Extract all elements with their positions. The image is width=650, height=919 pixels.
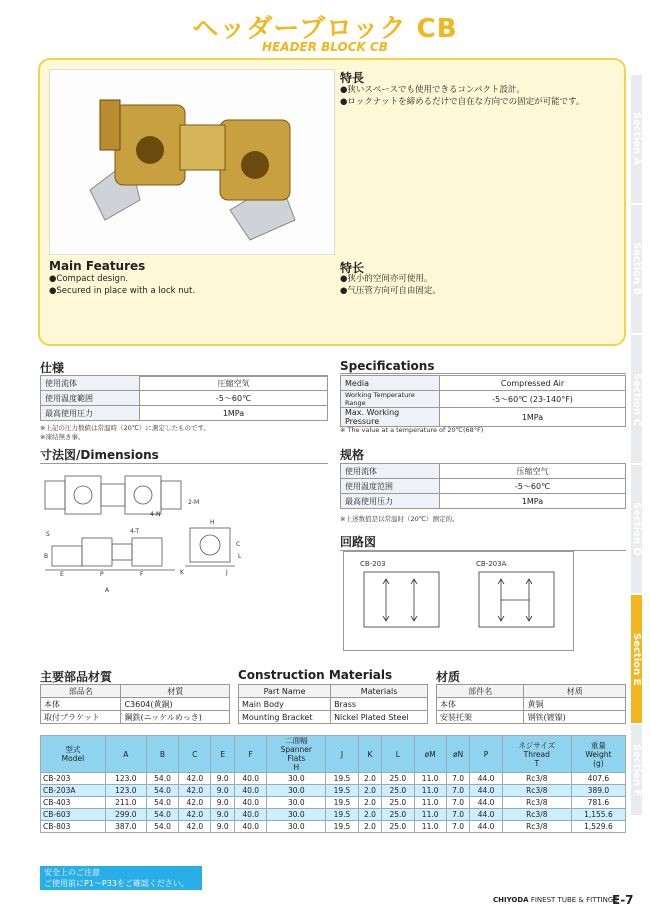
page-title: ヘッダーブロック CB xyxy=(192,14,458,44)
dim-label: A xyxy=(105,587,110,594)
table-cell: 鋼鉄(ニッケルめっき) xyxy=(121,711,230,724)
table-row xyxy=(41,809,626,821)
materials-jp-heading: 主要部品材質 xyxy=(40,670,113,684)
spec-label: 最高使用压力 xyxy=(341,494,440,509)
dimensions-drawing xyxy=(40,466,248,596)
spec-cn-heading: 规格 xyxy=(340,446,626,464)
table-cell: 123.0 xyxy=(105,785,146,797)
table-cell: Nickel Plated Steel xyxy=(331,711,428,724)
table-cell: 40.0 xyxy=(235,809,267,821)
spec-value: 圧縮空気 xyxy=(140,376,328,391)
table-cell: 19.5 xyxy=(326,821,358,833)
table-cell: 9.0 xyxy=(211,797,235,809)
spec-jp-heading: 仕様 xyxy=(40,359,328,377)
table-cell: 54.0 xyxy=(146,809,178,821)
dim-label: B xyxy=(44,553,49,560)
table-cell: 25.0 xyxy=(382,785,414,797)
table-cell: Rc3/8 xyxy=(502,797,571,809)
header-block-illustration xyxy=(50,70,334,254)
table-cell: 40.0 xyxy=(235,785,267,797)
table-row xyxy=(41,698,230,711)
footer xyxy=(493,896,618,904)
table-cell: 7.0 xyxy=(446,773,470,785)
table-cell: 2.0 xyxy=(358,821,382,833)
spec-en-heading: Specifications xyxy=(340,359,626,374)
circuit-label: CB-203A xyxy=(476,560,507,568)
table-cell: Main Body xyxy=(239,698,331,711)
circuit-heading: 回路図 xyxy=(340,533,626,551)
product-photo xyxy=(49,69,335,255)
spec-value: Compressed Air xyxy=(440,376,626,391)
table-cell: 25.0 xyxy=(382,809,414,821)
spec-value: -5～60℃ (23-140°F) xyxy=(440,391,626,408)
spec-jp-table xyxy=(40,375,328,421)
table-cell: 黄铜 xyxy=(524,698,626,711)
table-cell: 407.6 xyxy=(571,773,625,785)
table-cell: 42.0 xyxy=(179,809,211,821)
table-cell: 7.0 xyxy=(446,797,470,809)
spec-value: 1MPa xyxy=(440,408,626,427)
column-header: P xyxy=(470,736,502,773)
page-number: E-7 xyxy=(612,893,634,907)
model-cell: CB-603 xyxy=(41,809,106,821)
circuit-svg xyxy=(344,552,573,650)
table-cell: 389.0 xyxy=(571,785,625,797)
column-header: C xyxy=(179,736,211,773)
materials-cn-heading: 材质 xyxy=(436,670,461,684)
features-cn-list xyxy=(340,273,441,297)
brand-tagline: FINEST TUBE & FITTINGS xyxy=(530,896,618,904)
table-cell: 11.0 xyxy=(414,785,446,797)
column-header: B xyxy=(146,736,178,773)
dim-label: 4-T xyxy=(130,528,140,535)
column-header: øN xyxy=(446,736,470,773)
spec-en-notes xyxy=(340,426,483,435)
spec-jp-notes xyxy=(40,424,210,442)
table-cell: 2.0 xyxy=(358,773,382,785)
table-cell: 9.0 xyxy=(211,773,235,785)
table-cell: 2.0 xyxy=(358,785,382,797)
table-cell: 11.0 xyxy=(414,773,446,785)
table-cell: 11.0 xyxy=(414,821,446,833)
table-cell: 44.0 xyxy=(470,785,502,797)
table-cell: 387.0 xyxy=(105,821,146,833)
spec-label: 使用温度範囲 xyxy=(41,391,140,406)
table-cell: 11.0 xyxy=(414,797,446,809)
brand-name: CHIYODA xyxy=(493,896,529,904)
model-cell: CB-203A xyxy=(41,785,106,797)
column-header: 二面幅 Spanner Flats H xyxy=(267,736,326,773)
table-cell: 19.5 xyxy=(326,773,358,785)
table-row xyxy=(341,479,626,494)
column-header: 部件名 xyxy=(437,685,524,698)
materials-cn-table xyxy=(436,684,626,724)
model-table xyxy=(40,735,626,833)
table-row xyxy=(341,376,626,391)
column-header: Materials xyxy=(331,685,428,698)
column-header: J xyxy=(326,736,358,773)
table-cell: Rc3/8 xyxy=(502,809,571,821)
table-cell: 40.0 xyxy=(235,773,267,785)
table-cell: 30.0 xyxy=(267,773,326,785)
column-header: E xyxy=(211,736,235,773)
table-cell: 25.0 xyxy=(382,797,414,809)
materials-en-heading: Construction Materials xyxy=(238,668,393,682)
dim-label: S xyxy=(46,531,50,538)
table-cell: 1,155.6 xyxy=(571,809,625,821)
features-cn-heading: 特长 xyxy=(340,261,365,275)
spec-value: -5～60℃ xyxy=(440,479,626,494)
table-cell: 7.0 xyxy=(446,809,470,821)
table-row xyxy=(341,391,626,408)
table-cell: 25.0 xyxy=(382,773,414,785)
section-tab-e[interactable]: Section E xyxy=(631,595,642,723)
table-cell: 安装托架 xyxy=(437,711,524,724)
dim-label: K xyxy=(180,569,184,576)
table-cell: 9.0 xyxy=(211,809,235,821)
table-cell: 取付ブラケット xyxy=(41,711,121,724)
section-tab-d[interactable]: Section D xyxy=(631,465,642,593)
table-cell: C3604(黄銅) xyxy=(121,698,230,711)
dim-label: E xyxy=(60,571,64,578)
table-cell: 211.0 xyxy=(105,797,146,809)
spec-value: 1MPa xyxy=(440,494,626,509)
spec-value: 1MPa xyxy=(140,406,328,421)
column-header: 重量 Weight (g) xyxy=(571,736,625,773)
table-cell: Rc3/8 xyxy=(502,821,571,833)
table-cell: 42.0 xyxy=(179,785,211,797)
column-header: 部品名 xyxy=(41,685,121,698)
spec-label: Media xyxy=(341,376,440,391)
dim-label: H xyxy=(210,519,215,526)
safety-warning xyxy=(40,866,202,890)
table-cell: 11.0 xyxy=(414,809,446,821)
table-cell: 44.0 xyxy=(470,809,502,821)
table-row xyxy=(437,711,626,724)
table-cell: 本体 xyxy=(41,698,121,711)
warning-title: 安全上のご注意 xyxy=(44,868,100,877)
table-row xyxy=(41,685,230,698)
spec-value: -5～60℃ xyxy=(140,391,328,406)
features-cn-item: ●气压管方向可自由固定。 xyxy=(340,286,441,296)
table-cell: 54.0 xyxy=(146,773,178,785)
features-en-heading: Main Features xyxy=(49,259,146,273)
column-header: ネジサイズ Thread T xyxy=(502,736,571,773)
table-cell: 1,529.6 xyxy=(571,821,625,833)
spec-en-table xyxy=(340,375,626,427)
note: ※ The value at a temperature of 20℃(68°F) xyxy=(340,426,484,434)
table-cell: 54.0 xyxy=(146,797,178,809)
spec-label: 使用流体 xyxy=(341,464,440,479)
table-row xyxy=(437,685,626,698)
table-cell: 42.0 xyxy=(179,821,211,833)
column-header: K xyxy=(358,736,382,773)
table-cell: 44.0 xyxy=(470,797,502,809)
features-en-list xyxy=(49,273,195,297)
table-cell: 44.0 xyxy=(470,773,502,785)
note: ※凍結無き事。 xyxy=(40,433,85,441)
features-jp-item: ●ロックナットを締めるだけで自在な方向での固定が可能です。 xyxy=(340,97,585,107)
table-row xyxy=(41,797,626,809)
table-cell: 30.0 xyxy=(267,809,326,821)
table-cell: 42.0 xyxy=(179,773,211,785)
table-row xyxy=(41,821,626,833)
table-cell: 54.0 xyxy=(146,785,178,797)
table-cell: 9.0 xyxy=(211,785,235,797)
column-header: L xyxy=(382,736,414,773)
model-cell: CB-403 xyxy=(41,797,106,809)
column-header: 材质 xyxy=(524,685,626,698)
table-cell: 781.6 xyxy=(571,797,625,809)
table-cell: Rc3/8 xyxy=(502,773,571,785)
table-cell: Mounting Bracket xyxy=(239,711,331,724)
table-cell: 19.5 xyxy=(326,797,358,809)
table-row xyxy=(341,408,626,427)
table-cell: 54.0 xyxy=(146,821,178,833)
table-cell: 42.0 xyxy=(179,797,211,809)
note: ※上述数值是以常温时（20℃）测定的。 xyxy=(340,515,459,523)
table-cell: 7.0 xyxy=(446,785,470,797)
model-cell: CB-203 xyxy=(41,773,106,785)
spec-value: 压缩空气 xyxy=(440,464,626,479)
table-cell: 30.0 xyxy=(267,821,326,833)
table-row xyxy=(437,698,626,711)
table-cell: 299.0 xyxy=(105,809,146,821)
table-header-row xyxy=(41,736,626,773)
table-row xyxy=(41,376,328,391)
spec-label: 使用温度范围 xyxy=(341,479,440,494)
materials-jp-table xyxy=(40,684,230,724)
spec-label: 使用流体 xyxy=(41,376,140,391)
dim-label: 4-N xyxy=(150,511,161,518)
table-cell: 2.0 xyxy=(358,797,382,809)
circuit-label: CB-203 xyxy=(360,560,386,568)
column-header: øM xyxy=(414,736,446,773)
table-row xyxy=(41,785,626,797)
table-cell: Rc3/8 xyxy=(502,785,571,797)
spec-cn-table xyxy=(340,463,626,509)
dimensions-svg xyxy=(40,466,248,596)
features-en-item: ●Secured in place with a lock nut. xyxy=(49,286,196,296)
dim-label: J xyxy=(226,569,228,576)
model-cell: CB-803 xyxy=(41,821,106,833)
features-jp-list xyxy=(340,84,584,108)
section-tab-f[interactable]: Section F xyxy=(631,725,642,815)
table-cell: 30.0 xyxy=(267,785,326,797)
table-cell: 25.0 xyxy=(382,821,414,833)
circuit-diagram xyxy=(343,551,574,651)
table-cell: 40.0 xyxy=(235,797,267,809)
table-cell: 19.5 xyxy=(326,785,358,797)
table-cell: 本体 xyxy=(437,698,524,711)
page-subtitle: HEADER BLOCK CB xyxy=(262,40,388,54)
table-cell: 44.0 xyxy=(470,821,502,833)
dim-label: 2-M xyxy=(188,499,200,506)
dim-label: P xyxy=(100,571,104,578)
materials-en-table xyxy=(238,684,428,724)
table-cell: 123.0 xyxy=(105,773,146,785)
table-row xyxy=(41,773,626,785)
table-row xyxy=(41,406,328,421)
dim-label: L xyxy=(238,553,242,560)
table-row xyxy=(341,494,626,509)
spec-label: Working Temperature Range xyxy=(341,391,440,408)
table-row xyxy=(41,711,230,724)
dim-label: F xyxy=(140,571,144,578)
column-header: 型式 Model xyxy=(41,736,106,773)
table-row xyxy=(41,391,328,406)
section-tab-c[interactable]: Section C xyxy=(631,335,642,463)
table-row xyxy=(341,464,626,479)
column-header: 材質 xyxy=(121,685,230,698)
table-cell: 9.0 xyxy=(211,821,235,833)
dim-label: C xyxy=(236,541,241,548)
spec-cn-notes xyxy=(340,515,459,524)
section-tab-b[interactable]: Section B xyxy=(631,205,642,333)
dimensions-heading: 寸法図/Dimensions xyxy=(40,446,328,464)
section-tab-a[interactable]: Section A xyxy=(631,75,642,203)
table-cell: Brass xyxy=(331,698,428,711)
column-header: Part Name xyxy=(239,685,331,698)
column-header: F xyxy=(235,736,267,773)
table-row xyxy=(239,685,428,698)
note: ※上記の圧力数値は常温時（20℃）に測定したものです。 xyxy=(40,424,210,432)
features-jp-item: ●狭いスペースでも使用できるコンパクト設計。 xyxy=(340,85,525,95)
features-cn-item: ●狭小的空间亦可使用。 xyxy=(340,274,433,284)
features-en-item: ●Compact design. xyxy=(49,274,129,284)
table-row xyxy=(239,698,428,711)
model-table-wrap xyxy=(40,735,626,833)
table-cell: 30.0 xyxy=(267,797,326,809)
warning-text: ご使用前にP1～P33をご確認ください。 xyxy=(44,879,189,888)
table-cell: 19.5 xyxy=(326,809,358,821)
table-cell: 钢铁(镀镍) xyxy=(524,711,626,724)
spec-label: Max. Working Pressure xyxy=(341,408,440,427)
table-cell: 40.0 xyxy=(235,821,267,833)
spec-label: 最高使用圧力 xyxy=(41,406,140,421)
table-row xyxy=(239,711,428,724)
table-cell: 2.0 xyxy=(358,809,382,821)
features-jp-heading: 特長 xyxy=(340,71,365,85)
table-cell: 7.0 xyxy=(446,821,470,833)
column-header: A xyxy=(105,736,146,773)
section-tabs xyxy=(631,75,650,817)
